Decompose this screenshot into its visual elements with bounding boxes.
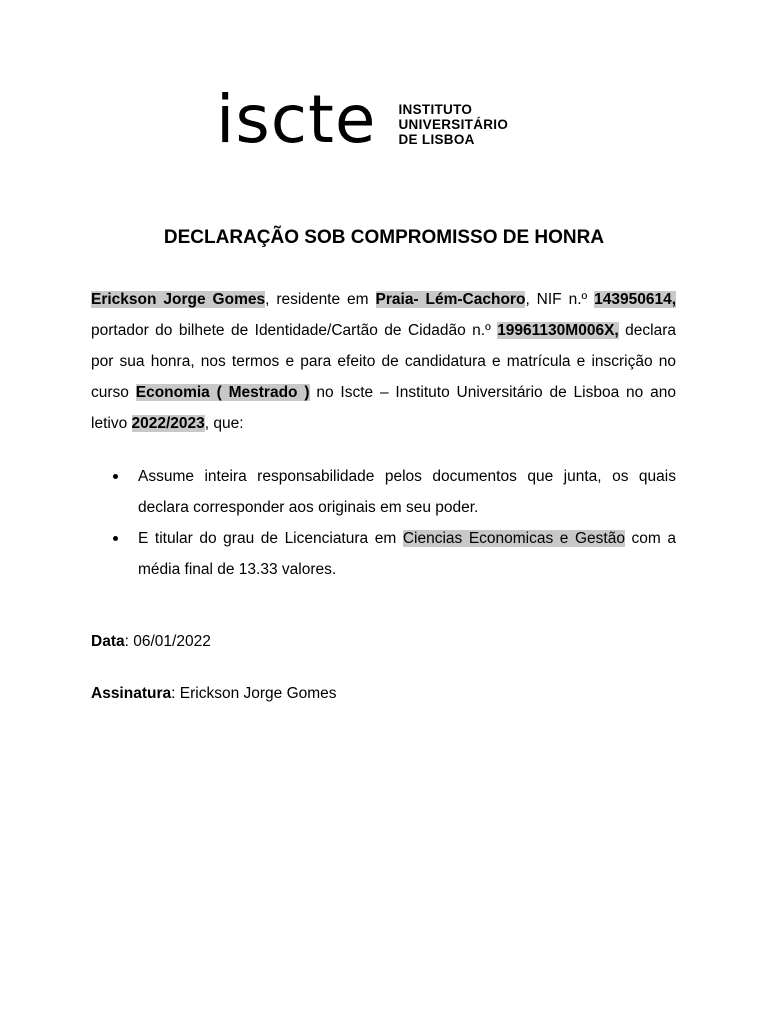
iscte-logo [216,81,509,158]
course-name: Economia ( Mestrado ) [135,384,310,401]
paragraph-text-4: declara por sua honra, nos termos e para efeito de candidatura e matrícula e inscrição no curso [91,322,676,401]
date-line [91,632,211,652]
nif-number: 143950614, [594,291,676,308]
logo-institution-name [399,102,509,147]
date-label: Data [91,633,125,650]
date-value: 06/01/2022 [133,633,211,650]
document-title: DECLARAÇÃO SOB COMPROMISSO DE HONRA [163,227,605,248]
list-item-text: Assume inteira responsabilidade pelos documentos que junta, os quais declara corresponder aos originais em seu poder. [138,468,676,516]
paragraph-text-3: portador do bilhete de Identidade/Cartão de Cidadão n.º [91,322,498,339]
paragraph-text-5: no Iscte – Instituto Universitário de Lisboa no ano letivo [91,384,676,432]
residence: Praia- Lém-Cachoro [375,291,526,308]
academic-year: 2022/2023 [131,415,205,432]
signature-separator: : [171,685,180,702]
list-item-text-post: com a média final de 13.33 valores. [138,530,676,578]
date-separator: : [124,633,134,650]
list-item-text-pre: E titular do grau de Licenciatura em [138,530,403,547]
degree-name: Ciencias Economicas e Gestão [402,530,625,547]
logo-wordmark: iscte [216,81,377,158]
declaration-paragraph [91,284,676,439]
logo-line-3: DE LISBOA [398,131,475,147]
id-number: 19961130M006X, [497,322,619,339]
signature-label: Assinatura [91,685,172,702]
bullet-icon [113,474,118,479]
paragraph-text-1: , residente em [265,291,376,308]
paragraph-text-6: , que: [204,415,244,432]
paragraph-text-2: , NIF n.º [525,291,595,308]
list-item [112,461,676,523]
logo-line-1: INSTITUTO [398,101,473,117]
declaration-list [112,461,676,585]
list-item [112,523,676,585]
signature-value: Erickson Jorge Gomes [179,685,337,702]
signature-line [91,684,337,704]
bullet-icon [113,536,118,541]
declarant-name: Erickson Jorge Gomes [91,291,266,308]
logo-line-2: UNIVERSITÁRIO [398,116,509,132]
